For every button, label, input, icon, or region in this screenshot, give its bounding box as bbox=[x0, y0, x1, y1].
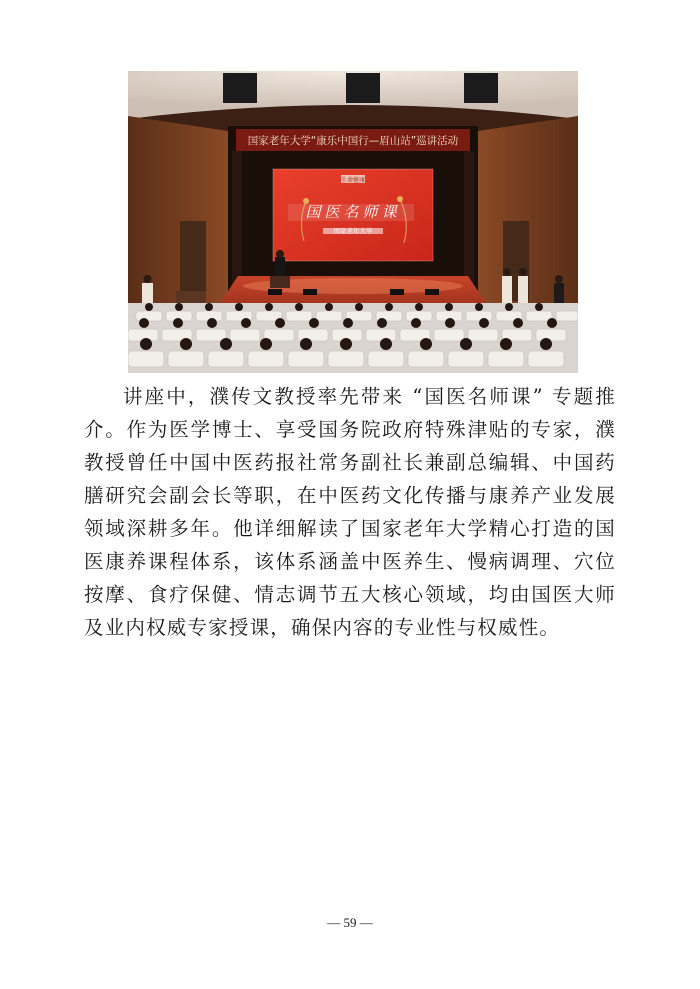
screen-org: 国家老年大学 bbox=[333, 227, 373, 235]
event-photo bbox=[128, 71, 578, 373]
article-paragraph: 讲座中，濮传文教授率先带来 “国医名师课” 专题推介。作为医学博士、享受国务院政府特殊津贴的专家，濮教授曾任中国中医药报社常务副社长兼副总编辑、中国药膳研究会副会长等职，在中医药文化传播与康养产业发展领域深耕多年。他详细解读了国家老年大学精心打造的国医康养课程体系，该体系涵盖中医养生、慢病调理、穴位按摩、食疗保健、情志调节五大核心领域，均由国医大师及业内权威专家授课，确保内容的专业性与权威性。 bbox=[84, 385, 616, 639]
page-number: — 59 — bbox=[327, 915, 373, 930]
auditorium-illustration bbox=[128, 71, 578, 373]
article-body bbox=[84, 380, 616, 644]
screen-logo: 生命健康 bbox=[340, 177, 366, 184]
screen-title: 国医名师课 bbox=[305, 203, 401, 221]
banner-text: 国家老年大学“康乐中国行—眉山站”巡讲活动 bbox=[247, 135, 459, 147]
